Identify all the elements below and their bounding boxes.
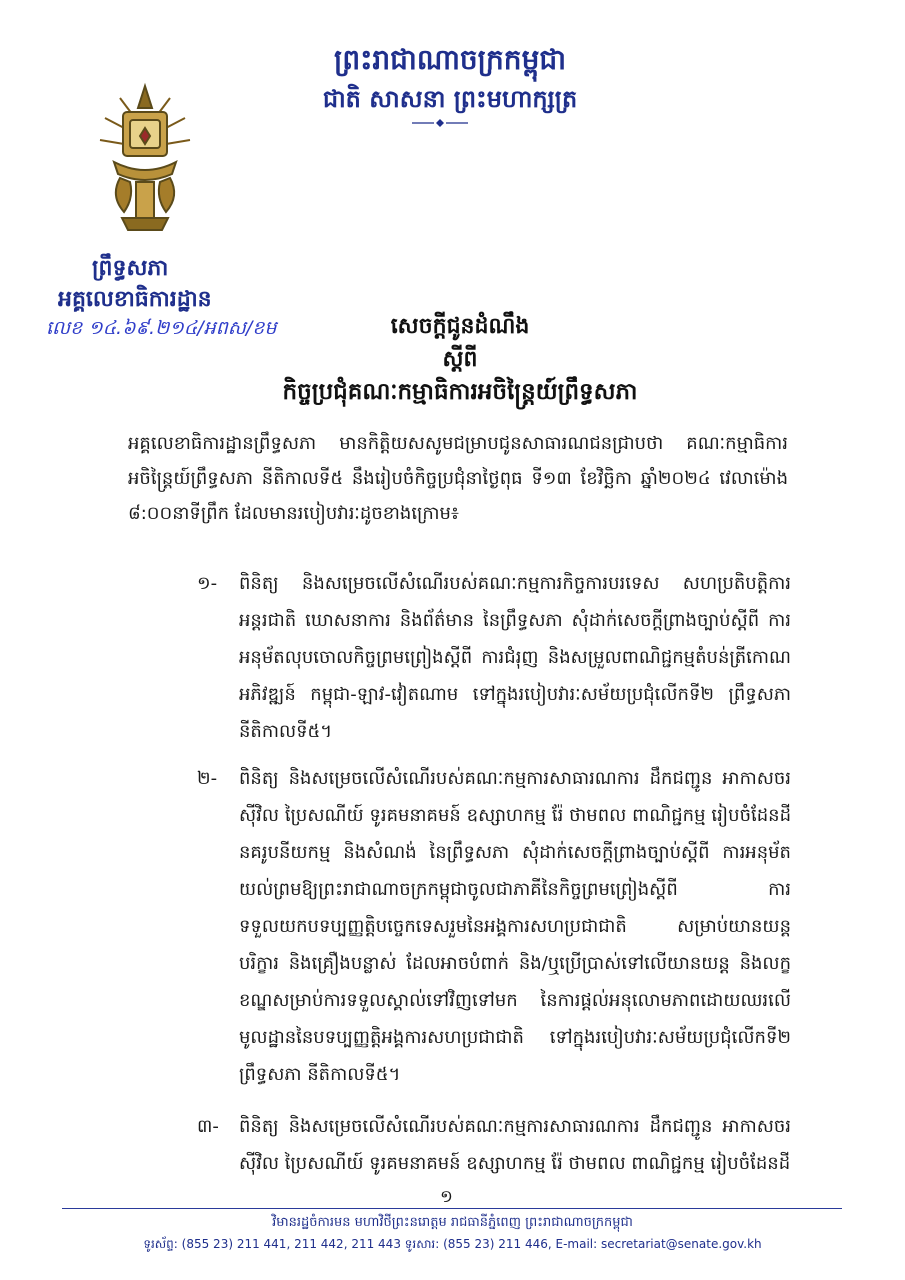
motto-heading: ជាតិ សាសនា ព្រះមហាក្សត្រ <box>322 84 578 113</box>
agenda-item-number: ២- <box>197 768 218 789</box>
agenda-item-number: ៣- <box>197 1116 219 1137</box>
reference-number: លេខ ១៤.៦៩.២១៤/អពស/ខម <box>46 317 277 339</box>
ornament-divider-icon <box>410 118 470 128</box>
org-name: ព្រឹទ្ធសភា <box>92 255 169 281</box>
agenda-item-number: ១- <box>197 573 218 594</box>
page-number: ១ <box>440 1187 453 1207</box>
agenda-item <box>197 565 791 750</box>
footer-contact: ទូរស័ព្ទ: (855 23) 211 441, 211 442, 211 443 ទូរសារ: (855 23) 211 446, E-mail: secretariat@senate.gov.kh <box>143 1237 762 1251</box>
footer-divider <box>62 1208 842 1209</box>
intro-paragraph: អគ្គលេខាធិការដ្ឋានព្រឹទ្ធសភា មានកិត្តិយសសូមជម្រាបជូនសាធារណជនជ្រាបថា គណៈកម្មាធិការអចិន្ត្រៃយ៍ព្រឹទ្ធសភា នីតិកាលទី៥ នឹងរៀបចំកិច្ចប្រជុំនាថ្ងៃពុធ ទី១៣ ខែវិច្ឆិកា ឆ្នាំ២០២៤ វេលាម៉ោង ៨:០០នាទីព្រឹក ដែលមានរបៀបវារៈដូចខាងក្រោម៖ <box>128 433 788 524</box>
agenda-item <box>197 760 791 1093</box>
senate-emblem-icon <box>90 78 200 238</box>
footer-address: វិមានរដ្ឋចំការមន មហាវិថីព្រះនរោត្តម រាជធានីភ្នំពេញ ព្រះរាជាណាចក្រកម្ពុជា <box>272 1215 633 1230</box>
agenda-item <box>197 1108 791 1182</box>
agenda-item-text: ពិនិត្យ និងសម្រេចលើសំណើរបស់គណៈកម្មការសាធារណការ ដឹកជញ្ជូន អាកាសចរស៊ីវិល ប្រៃសណីយ៍ ទូរគមនាគមន៍ ឧស្សាហកម្ម រ៉ែ ថាមពល ពាណិជ្ជកម្ម រៀបចំដែនដី នគរូបនីយកម្ម និងសំណង់ នៃព្រឹទ្ធសភា សុំដាក់សេចក្តីព្រាងច្បាប់ស្តីពី ការអនុម័តយល់ព្រមឱ្យព្រះរាជាណាចក្រកម្ពុជាចូលជាភាគីនៃកិច្ចព្រមព្រៀងស្តីពី ការទទួលយកបទប្បញ្ញត្តិបច្ចេកទេសរួមនៃអង្គការសហប្រជាជាតិ សម្រាប់យានយន្ត បរិក្ខារ និងគ្រឿងបន្លាស់ ដែលអាចបំពាក់ និង/ឬប្រើប្រាស់ទៅលើយានយន្ត និងលក្ខខណ្ឌសម្រាប់ការទទួលស្គាល់ទៅវិញទៅមក នៃការផ្តល់អនុលោមភាពដោយឈរលើមូលដ្ឋាននៃបទប្បញ្ញត្តិអង្គការសហប្រជាជាតិ ទៅក្នុងរបៀបវារៈសម័យប្រជុំលើកទី២ ព្រឹទ្ធសភា នីតិកាលទី៥។ <box>239 768 791 1085</box>
title-subject: កិច្ចប្រជុំគណៈកម្មាធិការអចិន្ត្រៃយ៍ព្រឹទ្ធសភា <box>282 378 638 405</box>
title-about: ស្តីពី <box>442 346 478 372</box>
kingdom-heading: ព្រះរាជាណាចក្រកម្ពុជា <box>333 43 566 76</box>
agenda-item-text: ពិនិត្យ និងសម្រេចលើសំណើរបស់គណៈកម្មការកិច្ចការបរទេស សហប្រតិបត្តិការអន្តរជាតិ ឃោសនាការ និងព័ត៌មាន នៃព្រឹទ្ធសភា សុំដាក់សេចក្តីព្រាងច្បាប់ស្តីពី ការអនុម័តលុបចោលកិច្ចព្រមព្រៀងស្តីពី ការជំរុញ និងសម្រួលពាណិជ្ជកម្មតំបន់ត្រីកោណអភិវឌ្ឍន៍ កម្ពុជា-ឡាវ-វៀតណាម ទៅក្នុងរបៀបវារៈសម័យប្រជុំលើកទី២ ព្រឹទ្ធសភា នីតិកាលទី៥។ <box>239 573 791 742</box>
org-department: អគ្គលេខាធិការដ្ឋាន <box>58 286 212 312</box>
document-title: សេចក្តីជូនដំណឹង <box>390 313 530 339</box>
agenda-item-text: ពិនិត្យ និងសម្រេចលើសំណើរបស់គណៈកម្មការសាធារណការ ដឹកជញ្ជូន អាកាសចរស៊ីវិល ប្រៃសណីយ៍ ទូរគមនាគមន៍ ឧស្សាហកម្ម រ៉ែ ថាមពល ពាណិជ្ជកម្ម រៀបចំដែនដី <box>239 1116 791 1174</box>
